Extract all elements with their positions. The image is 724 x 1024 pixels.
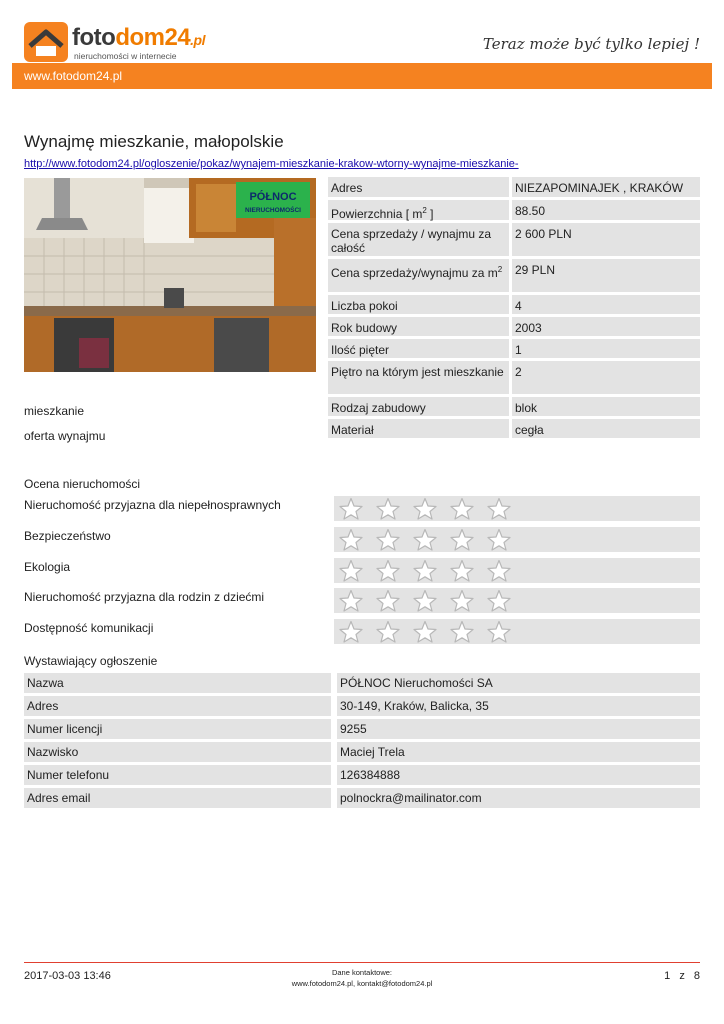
house-logo-icon <box>24 22 68 62</box>
rating-label: Bezpieczeństwo <box>24 529 111 543</box>
detail-value: 29 PLN <box>512 259 700 292</box>
table-row <box>328 259 700 292</box>
star-icon[interactable] <box>486 559 512 582</box>
rating-label: Dostępność komunikacji <box>24 621 154 635</box>
page-separator: z <box>679 970 685 982</box>
detail-value: blok <box>512 397 700 416</box>
star-icon[interactable] <box>375 559 401 582</box>
fotodom24-logo[interactable] <box>24 22 214 62</box>
property-details-table <box>328 177 700 441</box>
table-row <box>328 177 700 197</box>
property-type: mieszkanie <box>24 404 85 418</box>
kitchen-photo-image <box>24 178 316 372</box>
detail-value: 1 <box>512 339 700 358</box>
seller-heading: Wystawiający ogłoszenie <box>24 654 158 668</box>
table-row <box>24 765 700 785</box>
detail-label: Liczba pokoi <box>328 295 509 314</box>
seller-label: Numer telefonu <box>24 765 331 785</box>
table-row <box>328 223 700 256</box>
slogan: Teraz może być tylko lepiej ! <box>482 35 700 53</box>
star-icon[interactable] <box>449 620 475 643</box>
star-rating[interactable] <box>334 588 700 613</box>
star-rating[interactable] <box>334 527 700 552</box>
rating-label: Nieruchomość przyjazna dla niepełnosprawnych <box>24 498 281 512</box>
rating-label: Ekologia <box>24 560 71 574</box>
detail-value: cegła <box>512 419 700 438</box>
table-row <box>24 673 700 693</box>
detail-label: Cena sprzedaży/wynajmu za $m^2$ <box>328 259 509 292</box>
star-icon[interactable] <box>412 589 438 612</box>
site-url-bar <box>12 63 712 89</box>
seller-label: Adres email <box>24 788 331 808</box>
star-icon[interactable] <box>449 497 475 520</box>
detail-value: NIEZAPOMINAJEK , KRAKÓW <box>512 177 700 197</box>
star-icon[interactable] <box>449 528 475 551</box>
detail-value: 2 <box>512 361 700 394</box>
rating-row <box>24 558 700 583</box>
table-row <box>328 317 700 336</box>
rating-row <box>24 588 700 613</box>
star-icon[interactable] <box>486 528 512 551</box>
seller-value: PÓŁNOC Nieruchomości SA <box>337 673 700 693</box>
table-row <box>24 742 700 762</box>
listing-url-link[interactable]: http://www.fotodom24.pl/ogloszenie/pokaz/wynajem-mieszkanie-krakow-wtorny-wynajme-mieszkanie- <box>24 158 519 170</box>
contact-value: www.fotodom24.pl, kontakt@fotodom24.pl <box>291 979 433 988</box>
detail-label: Materiał <box>328 419 509 438</box>
star-icon[interactable] <box>338 620 364 643</box>
photo-sign-line1: PÓŁNOC <box>249 191 297 203</box>
contact-label: Dane kontaktowe: <box>331 968 393 977</box>
seller-value: 9255 <box>337 719 700 739</box>
detail-value: 4 <box>512 295 700 314</box>
star-icon[interactable] <box>338 589 364 612</box>
rating-label: Nieruchomość przyjazna dla rodzin z dziećmi <box>24 590 265 604</box>
detail-label: Ilość pięter <box>328 339 509 358</box>
detail-value: 2003 <box>512 317 700 336</box>
star-rating[interactable] <box>334 619 700 644</box>
detail-label: Adres <box>328 177 509 197</box>
footer-divider <box>24 962 700 963</box>
star-icon[interactable] <box>412 620 438 643</box>
seller-value: Maciej Trela <box>337 742 700 762</box>
star-icon[interactable] <box>375 497 401 520</box>
star-icon[interactable] <box>375 620 401 643</box>
detail-label: Cena sprzedaży / wynajmu za całość <box>328 223 509 256</box>
star-rating[interactable] <box>334 496 700 521</box>
logo-wordmark: fotodom24.pl <box>72 24 206 51</box>
seller-label: Nazwisko <box>24 742 331 762</box>
star-icon[interactable] <box>338 528 364 551</box>
star-icon[interactable] <box>338 559 364 582</box>
table-row <box>328 339 700 358</box>
rating-row <box>24 496 700 521</box>
table-row <box>328 200 700 220</box>
table-row <box>24 719 700 739</box>
page-current: 1 <box>664 970 671 982</box>
rating-heading: Ocena nieruchomości <box>24 477 141 491</box>
table-row <box>328 295 700 314</box>
table-row <box>24 788 700 808</box>
rating-row <box>24 527 700 552</box>
detail-label: Powierzchnia [ $m^2$ ] <box>328 200 509 220</box>
offer-type: oferta wynajmu <box>24 429 106 443</box>
star-icon[interactable] <box>449 589 475 612</box>
listing-photo[interactable] <box>24 178 316 372</box>
photo-sign-line2: NIERUCHOMOŚCI <box>245 207 301 214</box>
star-icon[interactable] <box>449 559 475 582</box>
detail-value: 2 600 PLN <box>512 223 700 256</box>
seller-table <box>24 673 700 811</box>
table-row <box>24 696 700 716</box>
seller-value: 30-149, Kraków, Balicka, 35 <box>337 696 700 716</box>
star-icon[interactable] <box>412 559 438 582</box>
page-total: 8 <box>693 970 700 982</box>
detail-value: 88.50 <box>512 200 700 220</box>
footer-contact <box>0 967 724 989</box>
star-icon[interactable] <box>412 528 438 551</box>
rating-row <box>24 619 700 644</box>
star-icon[interactable] <box>486 589 512 612</box>
detail-label: Rodzaj zabudowy <box>328 397 509 416</box>
detail-label: Rok budowy <box>328 317 509 336</box>
site-url[interactable]: www.fotodom24.pl <box>24 69 123 83</box>
seller-label: Adres <box>24 696 331 716</box>
footer-date: 2017-03-03 13:46 <box>24 970 111 982</box>
detail-label: Piętro na którym jest mieszkanie <box>328 361 509 394</box>
star-icon[interactable] <box>375 589 401 612</box>
page-indicator <box>658 970 700 982</box>
star-icon[interactable] <box>338 497 364 520</box>
star-rating[interactable] <box>334 558 700 583</box>
seller-value: 126384888 <box>337 765 700 785</box>
star-icon[interactable] <box>412 497 438 520</box>
table-row <box>328 397 700 416</box>
table-row <box>328 361 700 394</box>
table-row <box>328 419 700 438</box>
star-icon[interactable] <box>375 528 401 551</box>
listing-title: Wynajmę mieszkanie, małopolskie <box>24 132 284 151</box>
seller-value: polnockra@mailinator.com <box>337 788 700 808</box>
seller-label: Nazwa <box>24 673 331 693</box>
seller-label: Numer licencji <box>24 719 331 739</box>
logo-tagline: nieruchomości w internecie <box>74 51 177 61</box>
page-header <box>0 0 724 92</box>
star-icon[interactable] <box>486 497 512 520</box>
star-icon[interactable] <box>486 620 512 643</box>
